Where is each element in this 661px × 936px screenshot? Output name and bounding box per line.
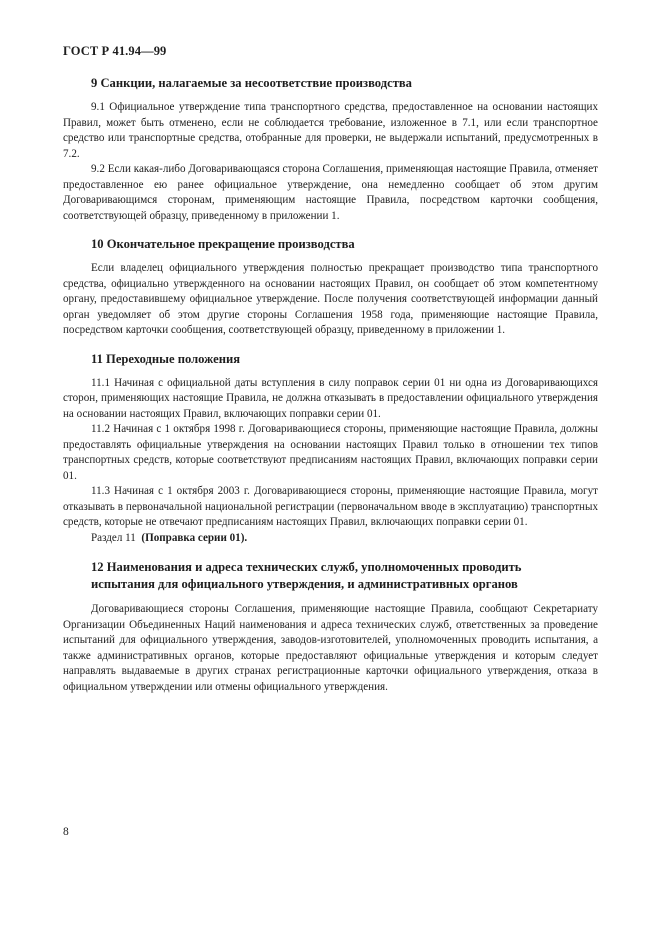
paragraph-9-1: 9.1 Официальное утверждение типа транспортного средства, предоставленное на основании настоящих Правил, может быть отменено, если не соблюдается требование, изложенное в 7.1, или если транспортное средство или транспортные средства, отобранные для проверки, не выдержали испытаний, предусмотренных в 7.2.	[63, 101, 598, 160]
paragraph-11-1: 11.1 Начиная с официальной даты вступления в силу поправок серии 01 ни одна из Договаривающихся сторон, применяющих настоящие Правила, не должна отказывать в предоставлении официального утверждения на основании настоящих Правил, включающих поправки серии 01.	[63, 376, 598, 420]
section-9	[63, 75, 598, 224]
section-12-title-line2: испытания для официального утверждения, и административных органов	[91, 577, 518, 591]
paragraph-11-2: 11.2 Начиная с 1 октября 1998 г. Договаривающиеся стороны, применяющие настоящие Правила, должны предоставлять официальные утверждения на основании настоящих Правил только в отношении тех типов транспортных средств, которые соответствуют предписаниям настоящих Правил, включающих поправки серии 01.	[63, 423, 598, 482]
section-9-title: 9 Санкции, налагаемые за несоответствие производства	[91, 76, 412, 90]
paragraph-12: Договаривающиеся стороны Соглашения, применяющие настоящие Правила, сообщают Секретариату Организации Объединенных Наций наименования и адреса технических служб, ответственных за проведение испытаний для официального утверждения, заводов-изготовителей, уполномоченных проводить испытания, а также административных органов, которые предоставляют официальные утверждения и которым следует направлять выдаваемые в других странах регистрационные карточки официального утверждения, отказа в официальном утверждении или отмены официального утверждения.	[63, 603, 598, 693]
note-prefix: Раздел 11	[91, 531, 136, 544]
section-11	[63, 351, 598, 547]
document-code: ГОСТ Р 41.94—99	[63, 44, 167, 58]
paragraph-11-3: 11.3 Начиная с 1 октября 2003 г. Договаривающиеся стороны, применяющие настоящие Правила, могут отказывать в первоначальной национальной регистрации (первоначальном вводе в эксплуатацию) транспортных средств, которые не отвечают предписаниям настоящих Правил, включающих поправки серии 01.	[63, 485, 598, 528]
note-amendment: (Поправка серии 01).	[141, 531, 248, 544]
paragraph-9-2: 9.2 Если какая-либо Договаривающаяся сторона Соглашения, применяющая настоящие Правила, отменяет предоставленное ею ранее официальное утверждение, она немедленно сообщает об этом другим Договаривающимся сторонам, применяющим настоящие Правила, посредством карточки сообщения, соответствующей образцу, приведенному в приложении 1.	[63, 163, 598, 222]
section-12-title-line1: 12 Наименования и адреса технических служб, уполномоченных проводить	[91, 560, 522, 574]
paragraph-11-note	[63, 531, 598, 547]
section-11-title: 11 Переходные положения	[91, 351, 241, 366]
section-12	[63, 559, 598, 695]
paragraph-10: Если владелец официального утверждения полностью прекращает производство типа транспортного средства, официально утвержденного на основании настоящих Правил, он сообщает об этом компетентному органу, предоставившему официальное утверждение. После получения соответствующей информации данный орган уведомляет об этом другие стороны Соглашения 1958 года, применяющие настоящие Правила, посредством карточки сообщения, соответствующей образцу, приведенному в приложении 1.	[63, 262, 598, 336]
section-10	[63, 236, 598, 339]
section-10-title: 10 Окончательное прекращение производства	[91, 237, 355, 251]
page-number: 8	[63, 826, 69, 838]
section-12-title	[63, 559, 598, 593]
document-body	[63, 75, 598, 707]
